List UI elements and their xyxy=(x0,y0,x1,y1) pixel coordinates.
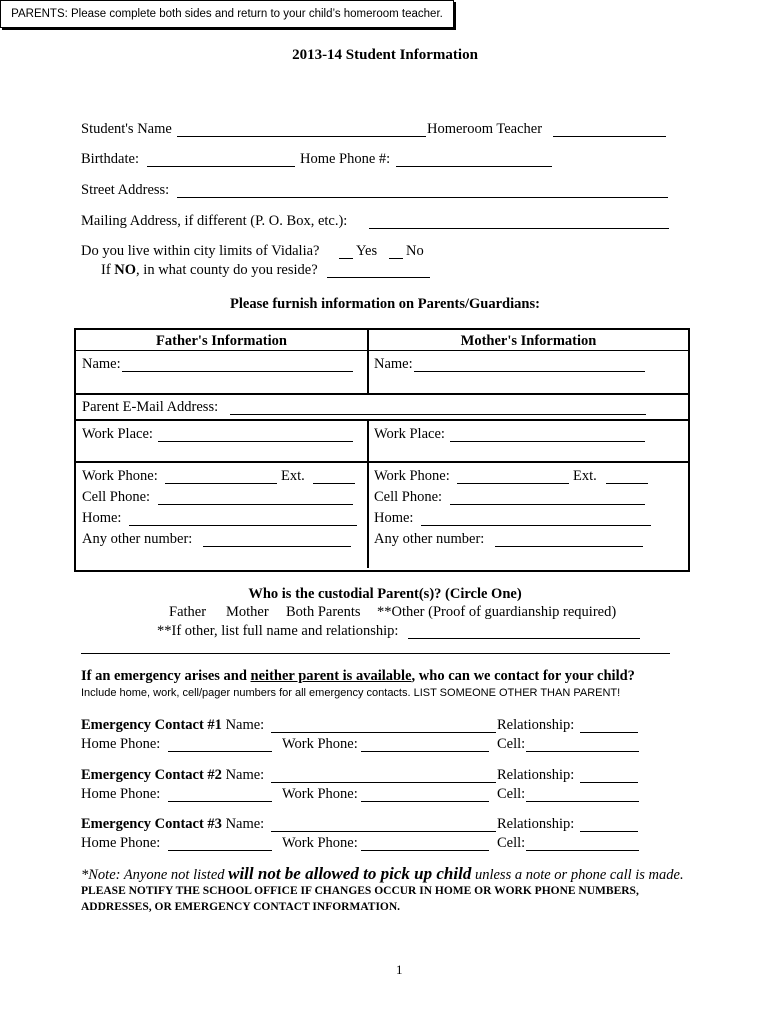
contact-2-relationship-label: Relationship: xyxy=(497,767,575,783)
custody-option-other[interactable]: **Other (Proof of guardianship required) xyxy=(377,604,617,620)
parents-heading: Please furnish information on Parents/Guardians: xyxy=(230,296,540,312)
contact-2-cell-label: Cell: xyxy=(497,786,526,802)
father-work-phone-field[interactable] xyxy=(165,483,277,484)
contact-3-cell-field[interactable] xyxy=(526,850,639,851)
mailing-address-label: Mailing Address, if different (P. O. Box, etc.): xyxy=(81,213,348,229)
father-home-field[interactable] xyxy=(129,525,357,526)
mother-home-label: Home: xyxy=(374,510,414,526)
contact-2-name-field[interactable] xyxy=(271,782,496,783)
parent-email-label: Parent E-Mail Address: xyxy=(82,399,219,415)
emergency-contact-2: Emergency Contact #2 Name: xyxy=(81,767,265,783)
father-ext-label: Ext. xyxy=(281,468,305,484)
student-name-label: Student's Name xyxy=(81,121,172,137)
custody-if-other-label: **If other, list full name and relationship: xyxy=(157,623,399,639)
parents-table xyxy=(74,328,690,572)
parent-email-field[interactable] xyxy=(230,414,646,415)
mother-name-label: Name: xyxy=(374,356,413,372)
mother-ext-field[interactable] xyxy=(606,483,648,484)
contact-3-relationship-label: Relationship: xyxy=(497,816,575,832)
no-label: No xyxy=(406,243,424,259)
contact-3-work-field[interactable] xyxy=(361,850,489,851)
mother-workplace-label: Work Place: xyxy=(374,426,445,442)
father-name-field[interactable] xyxy=(122,371,353,372)
table-header-rule xyxy=(76,350,688,351)
father-workplace-field[interactable] xyxy=(158,441,353,442)
contact-1-relationship-field[interactable] xyxy=(580,732,638,733)
mother-work-phone-field[interactable] xyxy=(457,483,569,484)
contact-2-home-label: Home Phone: xyxy=(81,786,161,802)
father-home-label: Home: xyxy=(82,510,122,526)
contact-1-cell-label: Cell: xyxy=(497,736,526,752)
contact-1-home-label: Home Phone: xyxy=(81,736,161,752)
city-limits-question: Do you live within city limits of Vidalia? xyxy=(81,243,320,259)
notify-line-2: ADDRESSES, OR EMERGENCY CONTACT INFORMATION. xyxy=(81,901,401,913)
contact-2-home-field[interactable] xyxy=(168,801,272,802)
homeroom-field[interactable] xyxy=(553,136,666,137)
mother-cell-label: Cell Phone: xyxy=(374,489,443,505)
parents-notice xyxy=(0,0,454,28)
contact-1-work-label: Work Phone: xyxy=(282,736,358,752)
emergency-contact-1: Emergency Contact #1 Name: xyxy=(81,717,265,733)
notice-text: PARENTS: Please complete both sides and return to your child’s homeroom teacher. xyxy=(11,8,443,20)
custody-option-father[interactable]: Father xyxy=(169,604,207,620)
mother-header: Mother's Information xyxy=(460,333,597,349)
contact-1-work-field[interactable] xyxy=(361,751,489,752)
contact-1-relationship-label: Relationship: xyxy=(497,717,575,733)
contact-1-cell-field[interactable] xyxy=(526,751,639,752)
home-phone-field[interactable] xyxy=(396,166,552,167)
mother-workplace-field[interactable] xyxy=(450,441,645,442)
table-rule-3 xyxy=(76,461,688,463)
father-workplace-label: Work Place: xyxy=(82,426,153,442)
emergency-subheading: Include home, work, cell/pager numbers for all emergency contacts. LIST SOMEONE OTHER THAN PARENT! xyxy=(81,687,621,699)
contact-2-cell-field[interactable] xyxy=(526,801,639,802)
contact-1-home-field[interactable] xyxy=(168,751,272,752)
contact-1-name-field[interactable] xyxy=(271,732,496,733)
table-divider-bottom xyxy=(367,419,369,568)
form-title: 2013-14 Student Information xyxy=(292,47,478,63)
pickup-note: *Note: Anyone not listed will not be allowed to pick up child unless a note or phone call is made. xyxy=(81,864,684,883)
contact-2-work-field[interactable] xyxy=(361,801,489,802)
contact-3-home-field[interactable] xyxy=(168,850,272,851)
emergency-heading: If an emergency arises and neither parent is available, who can we contact for your child? xyxy=(81,668,635,684)
mother-work-phone-label: Work Phone: xyxy=(374,468,450,484)
yes-blank[interactable] xyxy=(339,258,353,259)
contact-3-relationship-field[interactable] xyxy=(580,831,638,832)
notify-line-1: PLEASE NOTIFY THE SCHOOL OFFICE IF CHANGES OCCUR IN HOME OR WORK PHONE NUMBERS, xyxy=(81,885,639,897)
father-ext-field[interactable] xyxy=(313,483,355,484)
contact-3-cell-label: Cell: xyxy=(497,835,526,851)
mother-ext-label: Ext. xyxy=(573,468,597,484)
mother-name-field[interactable] xyxy=(414,371,645,372)
father-cell-label: Cell Phone: xyxy=(82,489,151,505)
custody-option-mother[interactable]: Mother xyxy=(226,604,269,620)
page-number: 1 xyxy=(396,962,403,977)
custody-relationship-field[interactable] xyxy=(408,638,640,639)
no-blank[interactable] xyxy=(389,258,403,259)
county-field[interactable] xyxy=(327,277,430,278)
homeroom-label: Homeroom Teacher xyxy=(427,121,543,137)
emergency-contact-3: Emergency Contact #3 Name: xyxy=(81,816,265,832)
father-other-field[interactable] xyxy=(203,546,351,547)
contact-3-work-label: Work Phone: xyxy=(282,835,358,851)
mother-other-label: Any other number: xyxy=(374,531,485,547)
father-name-label: Name: xyxy=(82,356,121,372)
father-other-label: Any other number: xyxy=(82,531,193,547)
mother-cell-field[interactable] xyxy=(450,504,645,505)
student-name-field[interactable] xyxy=(177,136,426,137)
father-cell-field[interactable] xyxy=(158,504,353,505)
county-question: If NO, in what county do you reside? xyxy=(101,262,318,278)
birthdate-label: Birthdate: xyxy=(81,151,139,167)
birthdate-field[interactable] xyxy=(147,166,295,167)
home-phone-label: Home Phone #: xyxy=(300,151,391,167)
street-address-label: Street Address: xyxy=(81,182,170,198)
table-rule-1 xyxy=(76,393,688,395)
custody-extra-line[interactable] xyxy=(81,653,670,654)
custody-question: Who is the custodial Parent(s)? (Circle One) xyxy=(248,586,522,602)
table-rule-2 xyxy=(76,419,688,421)
yes-label: Yes xyxy=(356,243,378,259)
contact-2-relationship-field[interactable] xyxy=(580,782,638,783)
custody-option-both[interactable]: Both Parents xyxy=(286,604,361,620)
mother-other-field[interactable] xyxy=(495,546,643,547)
father-work-phone-label: Work Phone: xyxy=(82,468,158,484)
mailing-address-field[interactable] xyxy=(369,228,669,229)
contact-2-work-label: Work Phone: xyxy=(282,786,358,802)
father-header: Father's Information xyxy=(156,333,287,349)
street-address-field[interactable] xyxy=(177,197,668,198)
contact-3-home-label: Home Phone: xyxy=(81,835,161,851)
mother-home-field[interactable] xyxy=(421,525,651,526)
contact-3-name-field[interactable] xyxy=(271,831,496,832)
